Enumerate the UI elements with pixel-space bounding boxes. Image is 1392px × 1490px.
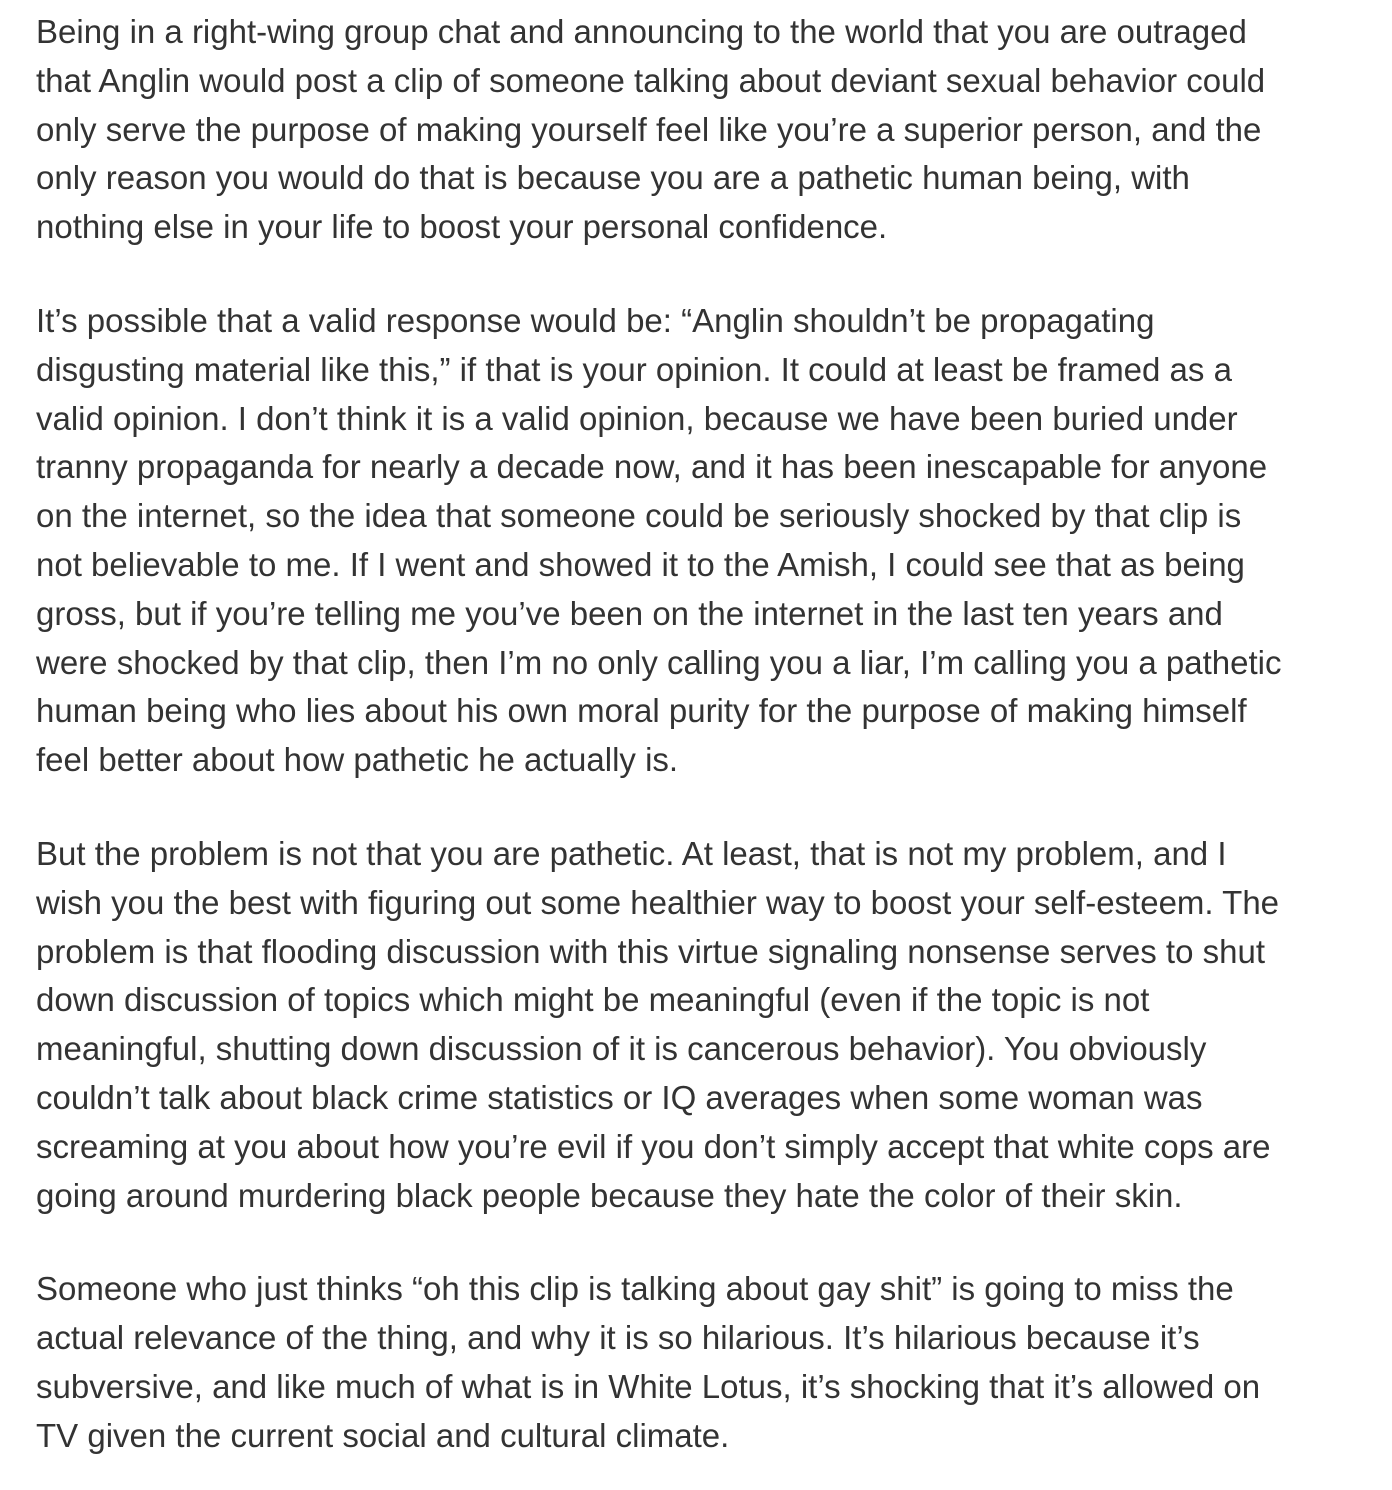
paragraph-line: wish you the best with figuring out some healthier way to boost your self-esteem. The bbox=[36, 883, 1280, 921]
paragraph-line: couldn’t talk about black crime statistics or IQ averages when some woman was bbox=[36, 1078, 1203, 1116]
paragraph-line: that Anglin would post a clip of someone talking about deviant sexual behavior could bbox=[36, 61, 1266, 99]
paragraph-3 bbox=[36, 830, 1386, 1220]
paragraph-line: problem is that flooding discussion with this virtue signaling nonsense serves to shut bbox=[36, 932, 1265, 970]
paragraph-line: Someone who just thinks “oh this clip is talking about gay shit” is going to miss the bbox=[36, 1270, 1234, 1308]
paragraph-line: going around murdering black people because they hate the color of their skin. bbox=[36, 1176, 1183, 1214]
paragraph-line: meaningful, shutting down discussion of it is cancerous behavior). You obviously bbox=[36, 1030, 1207, 1068]
paragraph-line: Being in a right-wing group chat and announcing to the world that you are outraged bbox=[36, 13, 1247, 50]
paragraph-2 bbox=[36, 297, 1386, 785]
paragraph-line: TV given the current social and cultural climate. bbox=[36, 1416, 730, 1454]
paragraph-1 bbox=[36, 8, 1386, 252]
paragraph-line: on the internet, so the idea that someone could be seriously shocked by that clip is bbox=[36, 497, 1242, 535]
paragraph-line: not believable to me. If I went and showed it to the Amish, I could see that as being bbox=[36, 545, 1245, 583]
paragraph-line: screaming at you about how you’re evil if you don’t simply accept that white cops are bbox=[36, 1127, 1271, 1165]
paragraph-4 bbox=[36, 1265, 1386, 1460]
paragraph-line: only reason you would do that is because you are a pathetic human being, with bbox=[36, 159, 1190, 197]
article-body bbox=[36, 8, 1386, 1461]
paragraph-line: But the problem is not that you are pathetic. At least, that is not my problem, and I bbox=[36, 834, 1227, 872]
paragraph-line: down discussion of topics which might be meaningful (even if the topic is not bbox=[36, 981, 1150, 1019]
paragraph-line: gross, but if you’re telling me you’ve been on the internet in the last ten years and bbox=[36, 594, 1223, 632]
paragraph-line: human being who lies about his own moral purity for the purpose of making himself bbox=[36, 692, 1247, 730]
paragraph-line: valid opinion. I don’t think it is a valid opinion, because we have been buried under bbox=[36, 399, 1238, 437]
paragraph-line: tranny propaganda for nearly a decade now, and it has been inescapable for anyone bbox=[36, 448, 1268, 486]
paragraph-line: subversive, and like much of what is in White Lotus, it’s shocking that it’s allowed on bbox=[36, 1367, 1261, 1405]
paragraph-line: only serve the purpose of making yourself feel like you’re a superior person, and the bbox=[36, 110, 1262, 148]
paragraph-line: were shocked by that clip, then I’m no only calling you a liar, I’m calling you a pathetic bbox=[36, 643, 1282, 681]
paragraph-line: It’s possible that a valid response would be: “Anglin shouldn’t be propagating bbox=[36, 301, 1155, 339]
paragraph-line: actual relevance of the thing, and why it is so hilarious. It’s hilarious because it’s bbox=[36, 1319, 1200, 1357]
paragraph-line: disgusting material like this,” if that is your opinion. It could at least be framed as a bbox=[36, 350, 1232, 388]
paragraph-line: nothing else in your life to boost your personal confidence. bbox=[36, 208, 888, 246]
paragraph-line: feel better about how pathetic he actually is. bbox=[36, 741, 679, 779]
